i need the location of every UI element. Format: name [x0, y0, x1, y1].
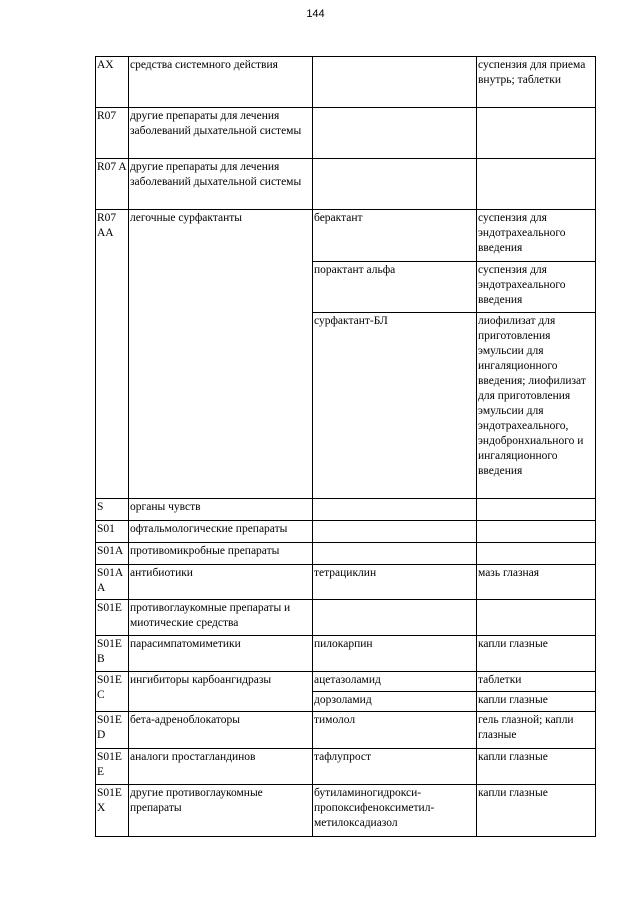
inn-cell: тафлупрост — [313, 749, 477, 785]
table-row — [96, 785, 596, 837]
inn-cell: дорзоламид — [313, 692, 477, 712]
dosage-form-cell — [477, 499, 596, 521]
atc-code-cell: S01A A — [96, 565, 129, 600]
table-row — [96, 672, 596, 692]
atc-code-cell: S01A — [96, 543, 129, 565]
inn-cell: сурфактант-БЛ — [313, 313, 477, 499]
dosage-form-cell — [477, 543, 596, 565]
dosage-form-cell: суспензия для приема внутрь; таблетки — [477, 57, 596, 108]
table-row — [96, 159, 596, 210]
dosage-form-cell: гель глазной; капли глазные — [477, 712, 596, 749]
dosage-form-cell: таблетки — [477, 672, 596, 692]
atc-code-cell: S01E E — [96, 749, 129, 785]
atc-code-cell: S01E D — [96, 712, 129, 749]
group-name-cell: бета-адреноблокаторы — [129, 712, 313, 749]
drug-table — [95, 56, 596, 837]
atc-code-cell: R07 — [96, 108, 129, 159]
table-row — [96, 543, 596, 565]
inn-cell: пилокарпин — [313, 636, 477, 672]
dosage-form-cell — [477, 159, 596, 210]
atc-code-cell: S — [96, 499, 129, 521]
group-name-cell: другие препараты для лечения заболеваний дыхательной системы — [129, 159, 313, 210]
dosage-form-cell — [477, 521, 596, 543]
inn-cell — [313, 600, 477, 636]
dosage-form-cell: суспензия для эндотрахеального введения — [477, 210, 596, 262]
table-row — [96, 499, 596, 521]
group-name-cell: средства системного действия — [129, 57, 313, 108]
group-name-cell: ингибиторы карбоангидразы — [129, 672, 313, 712]
group-name-cell: другие противоглаукомные препараты — [129, 785, 313, 837]
table-row — [96, 565, 596, 600]
dosage-form-cell — [477, 600, 596, 636]
atc-code-cell: S01E B — [96, 636, 129, 672]
atc-code-cell: R07 A — [96, 159, 129, 210]
atc-code-cell: S01 — [96, 521, 129, 543]
inn-cell: ацетазоламид — [313, 672, 477, 692]
dosage-form-cell: капли глазные — [477, 692, 596, 712]
inn-cell — [313, 543, 477, 565]
atc-code-cell: S01E X — [96, 785, 129, 837]
dosage-form-cell: лиофилизат для приготовления эмульсии для ингаляционного введения; лиофилизат для приготовления эмульсии для эндотрахеального, эндобронхиального и ингаляционного введения — [477, 313, 596, 499]
atc-code-cell: AX — [96, 57, 129, 108]
group-name-cell: противоглаукомные препараты и миотические средства — [129, 600, 313, 636]
table-row — [96, 210, 596, 262]
dosage-form-cell — [477, 108, 596, 159]
atc-code-cell: S01E C — [96, 672, 129, 712]
atc-code-cell: R07 AA — [96, 210, 129, 499]
table-row — [96, 600, 596, 636]
table-row — [96, 521, 596, 543]
inn-cell — [313, 521, 477, 543]
inn-cell — [313, 108, 477, 159]
group-name-cell: аналоги простагландинов — [129, 749, 313, 785]
table-row — [96, 636, 596, 672]
group-name-cell: офтальмологические препараты — [129, 521, 313, 543]
inn-cell — [313, 499, 477, 521]
group-name-cell: противомикробные препараты — [129, 543, 313, 565]
group-name-cell: парасимпатомиметики — [129, 636, 313, 672]
table-row — [96, 108, 596, 159]
inn-cell: тетрациклин — [313, 565, 477, 600]
group-name-cell: антибиотики — [129, 565, 313, 600]
dosage-form-cell: капли глазные — [477, 749, 596, 785]
table-row — [96, 749, 596, 785]
inn-cell: порактант альфа — [313, 262, 477, 313]
group-name-cell: органы чувств — [129, 499, 313, 521]
table-row — [96, 712, 596, 749]
atc-code-cell: S01E — [96, 600, 129, 636]
table-row — [96, 57, 596, 108]
inn-cell — [313, 159, 477, 210]
group-name-cell: другие препараты для лечения заболеваний дыхательной системы — [129, 108, 313, 159]
inn-cell: берактант — [313, 210, 477, 262]
inn-cell — [313, 57, 477, 108]
inn-cell: бутиламиногидрокси-пропоксифеноксиметил-метилоксадиазол — [313, 785, 477, 837]
group-name-cell: легочные сурфактанты — [129, 210, 313, 499]
dosage-form-cell: капли глазные — [477, 785, 596, 837]
dosage-form-cell: мазь глазная — [477, 565, 596, 600]
dosage-form-cell: капли глазные — [477, 636, 596, 672]
dosage-form-cell: суспензия для эндотрахеального введения — [477, 262, 596, 313]
inn-cell: тимолол — [313, 712, 477, 749]
page-number: 144 — [306, 8, 325, 20]
